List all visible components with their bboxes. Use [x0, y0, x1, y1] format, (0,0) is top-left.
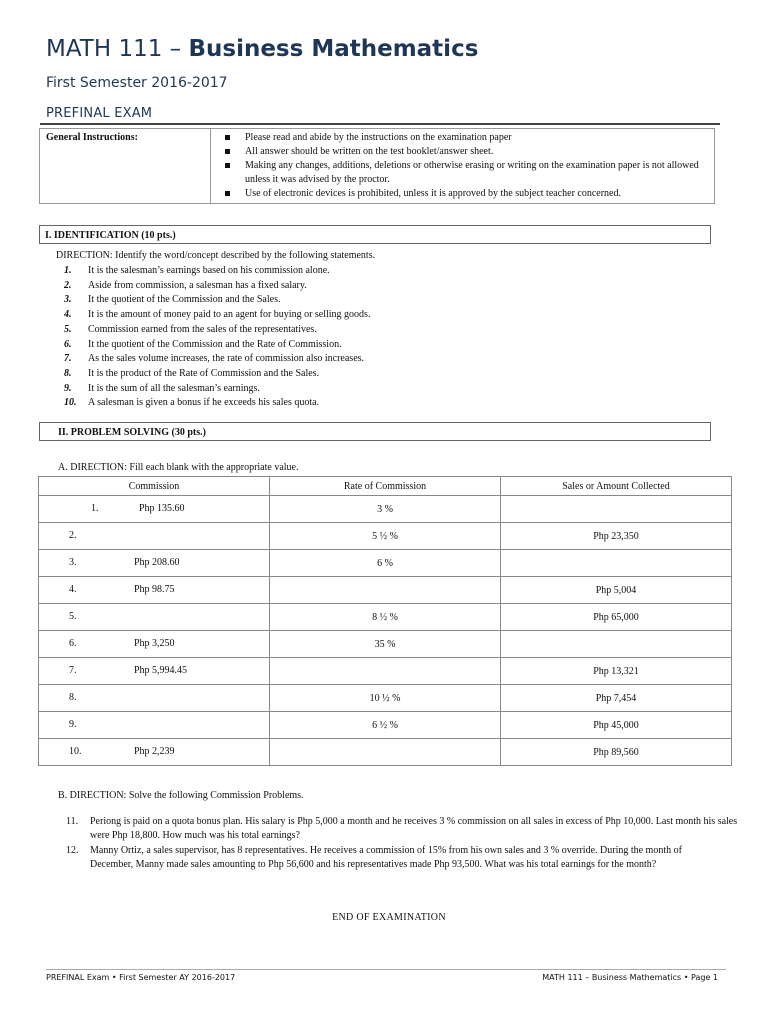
item-number: 1. [64, 265, 72, 276]
problem-item [66, 844, 690, 872]
problem-number: 11. [66, 816, 79, 827]
item-text: It is the salesman’s earnings based on his commission alone. [88, 265, 330, 276]
rate-cell: 6 ½ % [270, 712, 501, 739]
commission-cell [39, 739, 270, 766]
general-instructions-list [211, 129, 714, 203]
sales-cell: Php 5,004 [501, 577, 732, 604]
identification-list [64, 264, 370, 411]
instruction-item: Making any changes, additions, deletions or otherwise erasing or writing on the examination paper is not allowed unless it was advised by the proctor. [223, 159, 714, 187]
rate-cell: 35 % [270, 631, 501, 658]
item-number: 6. [64, 338, 72, 350]
list-item [64, 308, 370, 323]
row-number: 5. [69, 611, 77, 622]
item-number: 10. [64, 397, 77, 409]
problem-number: 12. [66, 845, 79, 856]
rate-cell [270, 739, 501, 766]
table-row [39, 496, 732, 523]
sales-cell: Php 65,000 [501, 604, 732, 631]
column-header-sales: Sales or Amount Collected [501, 477, 732, 496]
item-text: Commission earned from the sales of the representatives. [88, 323, 317, 335]
item-number: 8. [64, 367, 72, 379]
exam-title: PREFINAL EXAM [46, 106, 153, 121]
list-item [64, 293, 370, 308]
table-row [39, 604, 732, 631]
table-row [39, 631, 732, 658]
item-number: 9. [64, 382, 72, 394]
sales-cell: Php 7,454 [501, 685, 732, 712]
commission-cell [39, 712, 270, 739]
row-number: 10. [69, 746, 82, 757]
item-text: It the quotient of the Commission and the Sales. [88, 294, 281, 306]
page-title [46, 36, 478, 62]
row-number: 1. [91, 503, 99, 514]
item-number: 5. [64, 323, 72, 335]
commission-cell [39, 604, 270, 631]
item-text: As the sales volume increases, the rate of commission also increases. [88, 353, 365, 365]
item-number: 2. [64, 279, 72, 291]
commission-cell [39, 496, 270, 523]
list-item [64, 382, 370, 397]
problem-text: Periong is paid on a quota bonus plan. His salary is Php 5,000 a month and he receives 3 % commission on all sales in excess of Php 10,000. Last month his sales were Php 18,800. How much was his total earnings? [90, 816, 738, 841]
rate-cell: 6 % [270, 550, 501, 577]
table-row [39, 712, 732, 739]
footer-right: MATH 111 – Business Mathematics • Page 1 [542, 973, 718, 982]
table-row [39, 658, 732, 685]
row-number: 9. [69, 719, 77, 730]
section-identification-header: I. IDENTIFICATION (10 pts.) [39, 225, 711, 244]
problem-item [66, 815, 750, 843]
course-code: MATH 111 – [46, 36, 182, 62]
column-header-rate: Rate of Commission [270, 477, 501, 496]
item-number: 3. [64, 294, 72, 306]
identification-direction: DIRECTION: Identify the word/concept described by the following statements. [56, 250, 376, 261]
table-row [39, 550, 732, 577]
row-number: 2. [69, 530, 77, 541]
row-number: 7. [69, 665, 77, 676]
sales-cell: Php 13,321 [501, 658, 732, 685]
footer-left: PREFINAL Exam • First Semester AY 2016-2017 [46, 973, 236, 982]
item-text: Aside from commission, a salesman has a fixed salary. [88, 279, 307, 291]
sales-cell: Php 89,560 [501, 739, 732, 766]
row-number: 4. [69, 584, 77, 595]
list-item [64, 352, 370, 367]
list-item [64, 279, 370, 294]
commission-value: Php 5,994.45 [134, 665, 188, 676]
rate-cell: 10 ½ % [270, 685, 501, 712]
item-number: 7. [64, 353, 72, 365]
row-number: 3. [69, 557, 77, 568]
sales-cell [501, 631, 732, 658]
instruction-item: All answer should be written on the test booklet/answer sheet. [223, 145, 714, 159]
item-text: A salesman is given a bonus if he exceeds his sales quota. [88, 397, 320, 409]
commission-cell [39, 523, 270, 550]
rate-cell [270, 577, 501, 604]
footer-divider [46, 969, 726, 970]
instruction-item: Please read and abide by the instructions on the examination paper [223, 131, 714, 145]
item-text: It is the sum of all the salesman’s earnings. [88, 382, 260, 394]
rate-cell: 5 ½ % [270, 523, 501, 550]
general-instructions-box [39, 128, 715, 204]
commission-value: Php 208.60 [134, 557, 180, 568]
list-item [64, 396, 370, 411]
header-divider [40, 123, 720, 125]
part-b-direction: B. DIRECTION: Solve the following Commission Problems. [58, 790, 304, 801]
sales-cell [501, 496, 732, 523]
commission-value: Php 98.75 [134, 584, 175, 595]
table-row [39, 685, 732, 712]
course-subject: Business Mathematics [188, 36, 479, 62]
end-of-examination: END OF EXAMINATION [332, 912, 446, 923]
rate-cell [270, 658, 501, 685]
item-text: It the quotient of the Commission and the Rate of Commission. [88, 338, 342, 350]
table-row [39, 523, 732, 550]
column-header-commission: Commission [39, 477, 270, 496]
commission-cell [39, 685, 270, 712]
commission-cell [39, 658, 270, 685]
rate-cell: 8 ½ % [270, 604, 501, 631]
list-item [64, 338, 370, 353]
rate-cell: 3 % [270, 496, 501, 523]
sales-cell: Php 45,000 [501, 712, 732, 739]
part-a-direction: A. DIRECTION: Fill each blank with the appropriate value. [58, 462, 299, 473]
item-number: 4. [64, 309, 72, 321]
commission-table [38, 476, 732, 766]
commission-value: Php 2,239 [134, 746, 175, 757]
item-text: It is the product of the Rate of Commission and the Sales. [88, 367, 320, 379]
general-instructions-label: General Instructions: [40, 129, 211, 203]
commission-cell [39, 631, 270, 658]
table-header-row [39, 477, 732, 496]
list-item [64, 367, 370, 382]
item-text: It is the amount of money paid to an agent for buying or selling goods. [88, 309, 371, 321]
sales-cell: Php 23,350 [501, 523, 732, 550]
section-problem-solving-header: II. PROBLEM SOLVING (30 pts.) [39, 422, 711, 441]
semester-subtitle: First Semester 2016-2017 [46, 75, 228, 91]
table-row [39, 739, 732, 766]
commission-cell [39, 577, 270, 604]
commission-cell [39, 550, 270, 577]
row-number: 8. [69, 692, 77, 703]
problem-text: Manny Ortiz, a sales supervisor, has 8 representatives. He receives a commission of 15% from his own sales and 3 % override. During the month of December, Manny made sales amounting to Php 56,600 and his representatives made Php 93,500. What was his total earnings for the month? [90, 845, 682, 870]
sales-cell [501, 550, 732, 577]
commission-value: Php 3,250 [134, 638, 175, 649]
commission-value: Php 135.60 [139, 503, 185, 514]
list-item [64, 264, 370, 279]
list-item [64, 323, 370, 338]
row-number: 6. [69, 638, 77, 649]
instruction-item: Use of electronic devices is prohibited, unless it is approved by the subject teacher concerned. [223, 187, 714, 201]
table-row [39, 577, 732, 604]
